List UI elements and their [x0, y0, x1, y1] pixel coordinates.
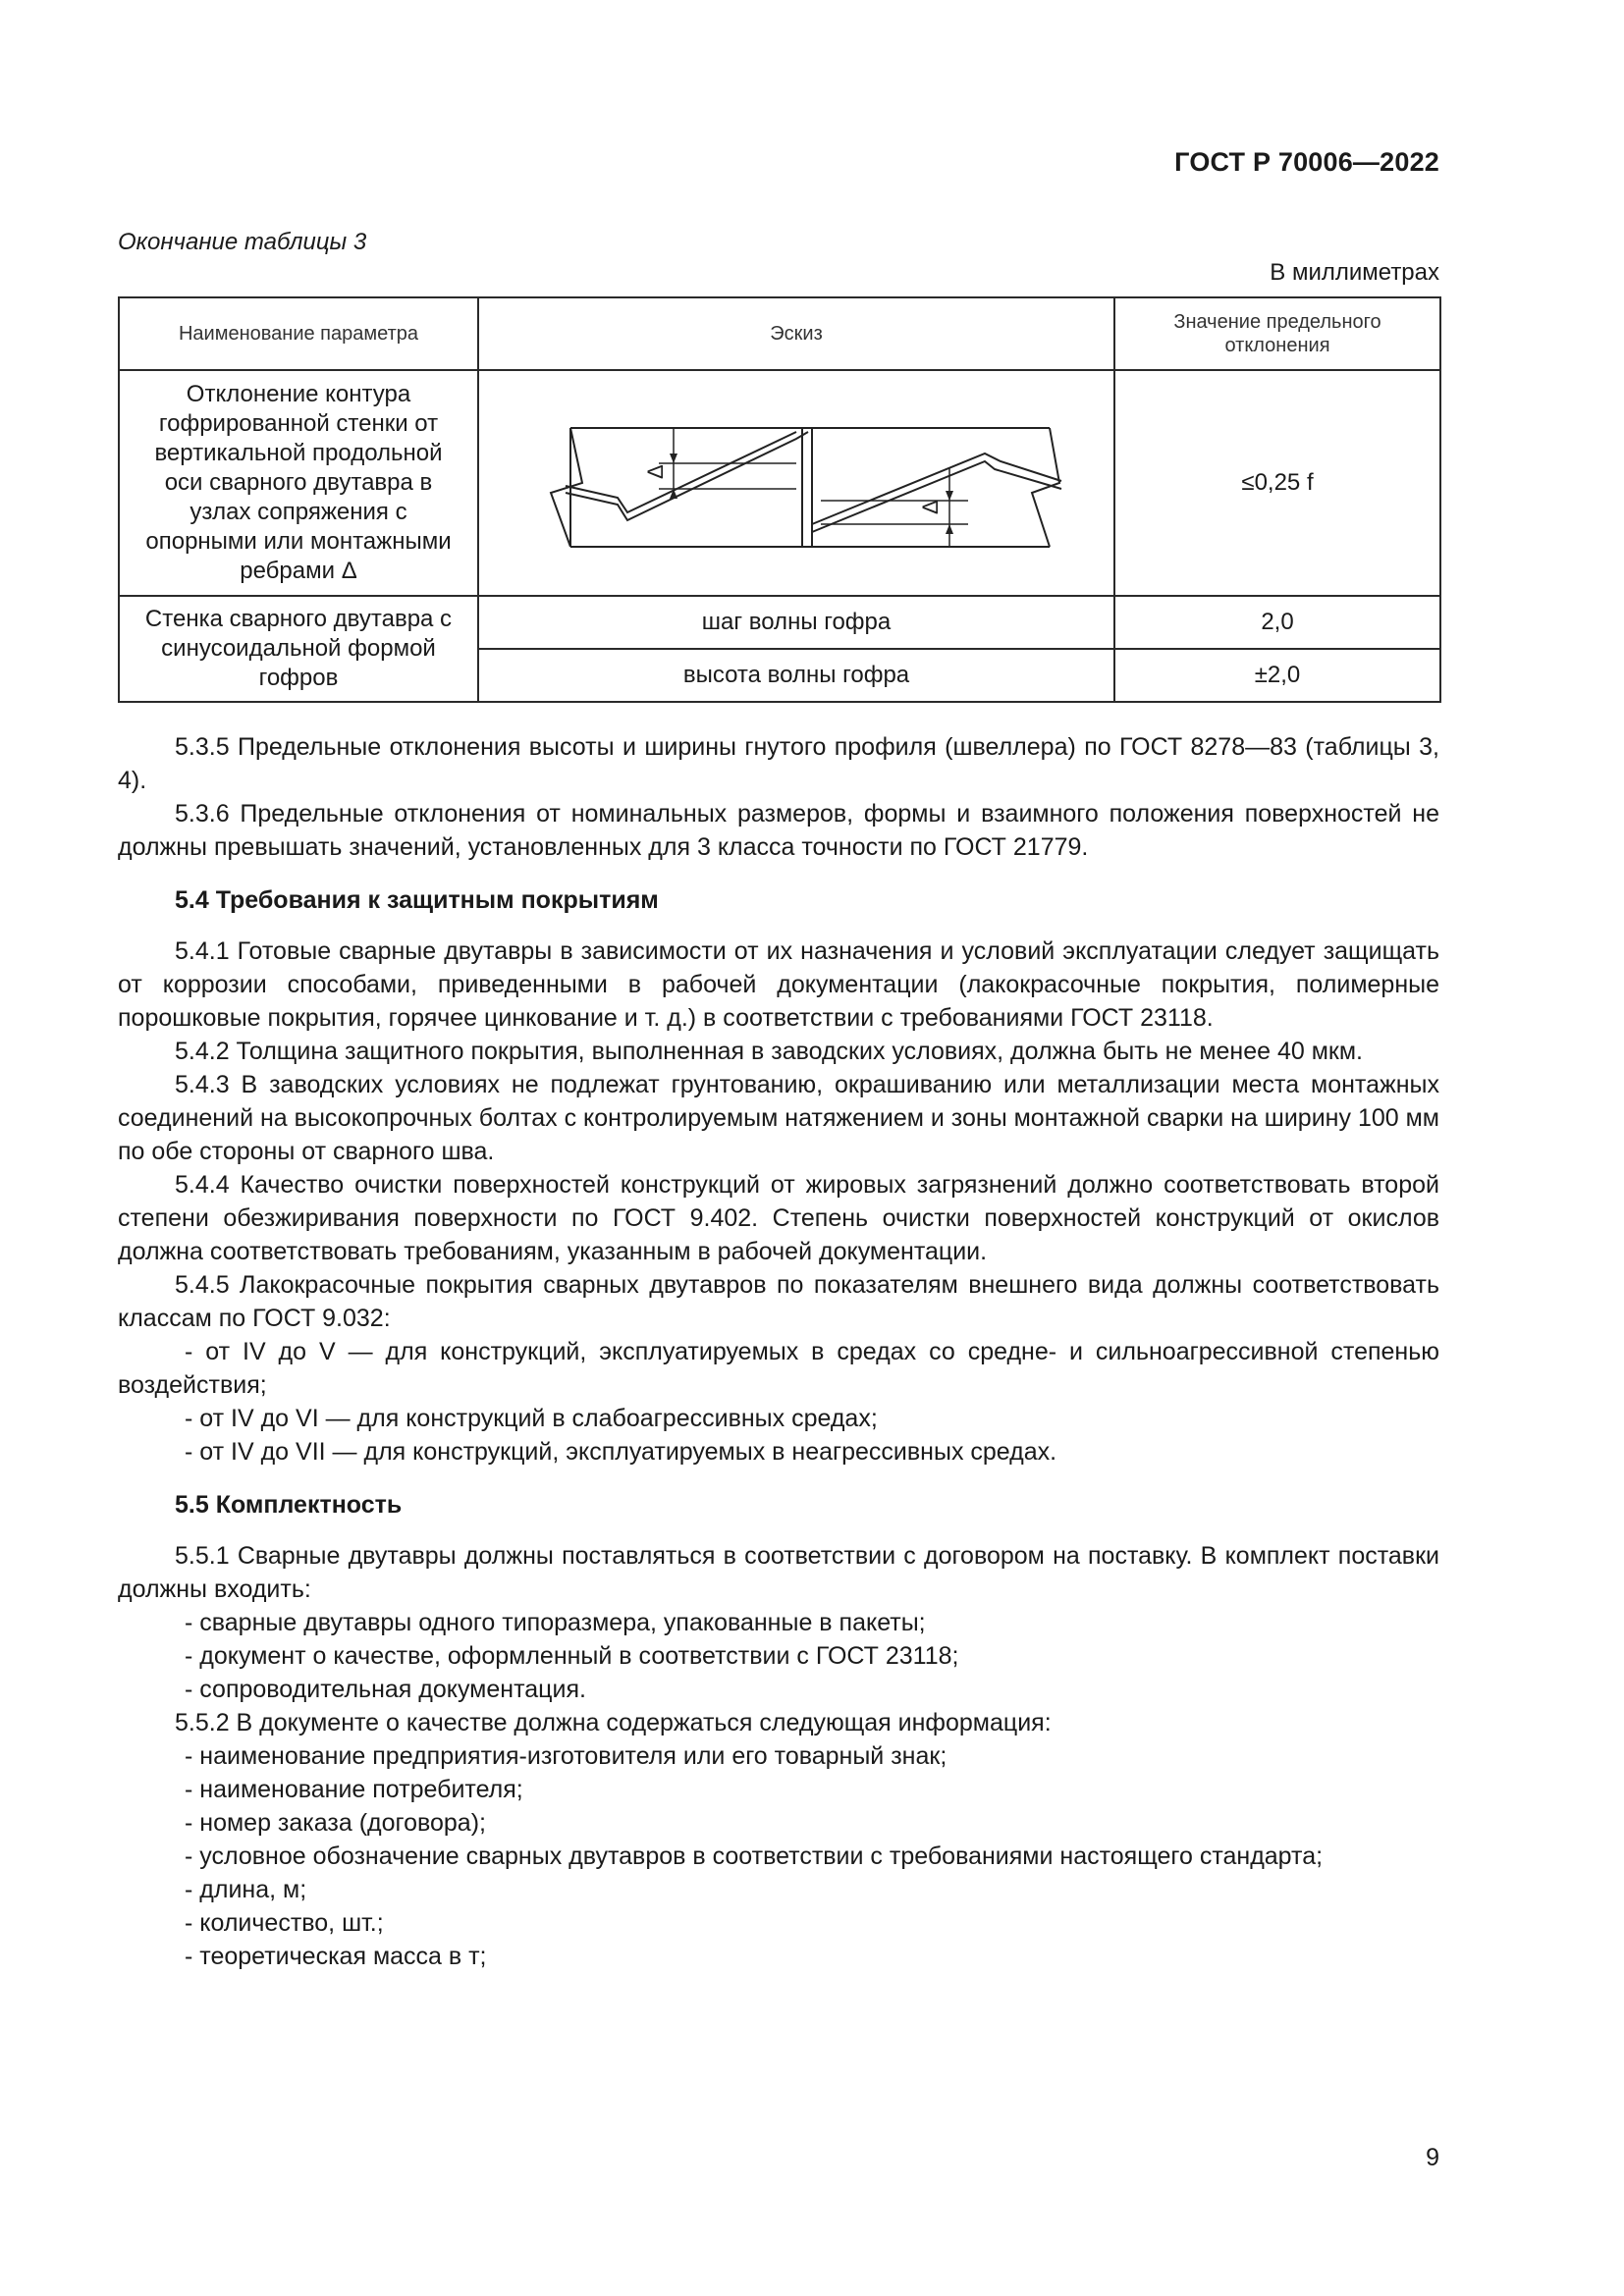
list-item: - количество, шт.; — [185, 1909, 384, 1937]
page-number: 9 — [1426, 2144, 1439, 2171]
paragraph-5-4-3: 5.4.3 В заводских условиях не подлежат грунтованию, окрашиванию или металлизации места монтажных соединений на высокопрочных болтах с контролируемым натяжением и зоны монтажной сварки на ширину 100 мм по обе стороны от сварного шва. — [118, 1071, 1439, 1165]
list-item: - наименование предприятия-изготовителя или его товарный знак; — [185, 1742, 947, 1770]
table-row — [119, 596, 1440, 649]
corrugated-web-sketch — [502, 385, 1091, 581]
paragraph-5-4-1: 5.4.1 Готовые сварные двутавры в зависимости от их назначения и условий эксплуатации следует защищать от коррозии способами, приведенными в рабочей документации (лакокрасочные покрытия, полимерные порошковые покрытия, горячее цинкование и т. д.) в соответствии с требованиями ГОСТ 23118. — [118, 937, 1439, 1032]
table-row — [119, 370, 1440, 596]
column-header-sketch: Эскиз — [478, 297, 1114, 370]
paragraph-5-5-1: 5.5.1 Сварные двутавры должны поставляться в соответствии с договором на поставку. В комплект поставки должны входить: — [118, 1542, 1439, 1603]
list-item: - от IV до VI — для конструкций в слабоагрессивных средах; — [185, 1405, 878, 1432]
paragraph-5-4-4: 5.4.4 Качество очистки поверхностей конструкций от жировых загрязнений должно соответствовать второй степени обезжиривания поверхности по ГОСТ 9.402. Степень очистки поверхностей конструкций от окислов должна соответствовать требованиям, указанным в рабочей документации. — [118, 1171, 1439, 1265]
table-units: В миллиметрах — [1270, 259, 1439, 286]
paragraph-5-3-6: 5.3.6 Предельные отклонения от номинальных размеров, формы и взаимного положения поверхностей не должны превышать значений, установленных для 3 класса точности по ГОСТ 21779. — [118, 800, 1439, 861]
tolerance-table — [118, 296, 1441, 703]
list-item: - условное обозначение сварных двутавров в соответствии с требованиями настоящего стандарта; — [185, 1842, 1324, 1870]
section-heading-5-4: 5.4 Требования к защитным покрытиям — [175, 886, 659, 914]
list-item: - сопроводительная документация. — [185, 1676, 586, 1703]
table-header-row — [119, 297, 1440, 370]
sketch-cell — [478, 370, 1114, 596]
paragraph-5-4-2: 5.4.2 Толщина защитного покрытия, выполненная в заводских условиях, должна быть не менее 40 мкм. — [175, 1038, 1363, 1065]
paragraph-5-4-5: 5.4.5 Лакокрасочные покрытия сварных двутавров по показателям внешнего вида должны соответствовать классам по ГОСТ 9.032: — [118, 1271, 1439, 1332]
document-body — [118, 730, 1439, 1973]
table-caption: Окончание таблицы 3 — [118, 229, 367, 255]
value-cell: 2,0 — [1114, 596, 1440, 649]
list-item: - сварные двутавры одного типоразмера, упакованные в пакеты; — [185, 1609, 926, 1636]
parameter-cell: Отклонение контура гофрированной стенки от вертикальной продольной оси сварного двутавра в узлах сопряжения с опорными или монтажными ребрами Δ — [119, 370, 478, 596]
list-item: - наименование потребителя; — [185, 1776, 523, 1803]
list-item: - документ о качестве, оформленный в соответствии с ГОСТ 23118; — [185, 1642, 959, 1670]
list-item: - номер заказа (договора); — [185, 1809, 486, 1837]
list-item: - от IV до VII — для конструкций, эксплуатируемых в неагрессивных средах. — [185, 1438, 1057, 1466]
list-item: - длина, м; — [185, 1876, 307, 1903]
list-item: - теоретическая масса в т; — [185, 1943, 487, 1970]
value-cell: ±2,0 — [1114, 649, 1440, 702]
list-item: - от IV до V — для конструкций, эксплуатируемых в средах со средне- и сильноагрессивной степенью воздействия; — [118, 1338, 1439, 1399]
parameter-cell: Стенка сварного двутавра с синусоидальной формой гофров — [119, 596, 478, 702]
sketch-cell: шаг волны гофра — [478, 596, 1114, 649]
sketch-cell: высота волны гофра — [478, 649, 1114, 702]
paragraph-5-5-2: 5.5.2 В документе о качестве должна содержаться следующая информация: — [175, 1709, 1052, 1736]
paragraph-5-3-5: 5.3.5 Предельные отклонения высоты и ширины гнутого профиля (швеллера) по ГОСТ 8278—83 (таблицы 3, 4). — [118, 733, 1439, 794]
delta-symbol-right: Δ — [918, 500, 943, 514]
delta-symbol-left: Δ — [643, 464, 668, 479]
value-cell: ≤0,25 f — [1114, 370, 1440, 596]
standard-id: ГОСТ Р 70006—2022 — [1174, 147, 1439, 177]
section-heading-5-5: 5.5 Комплектность — [175, 1491, 403, 1519]
column-header-value: Значение предельного отклонения — [1114, 297, 1440, 370]
column-header-parameter: Наименование параметра — [119, 297, 478, 370]
